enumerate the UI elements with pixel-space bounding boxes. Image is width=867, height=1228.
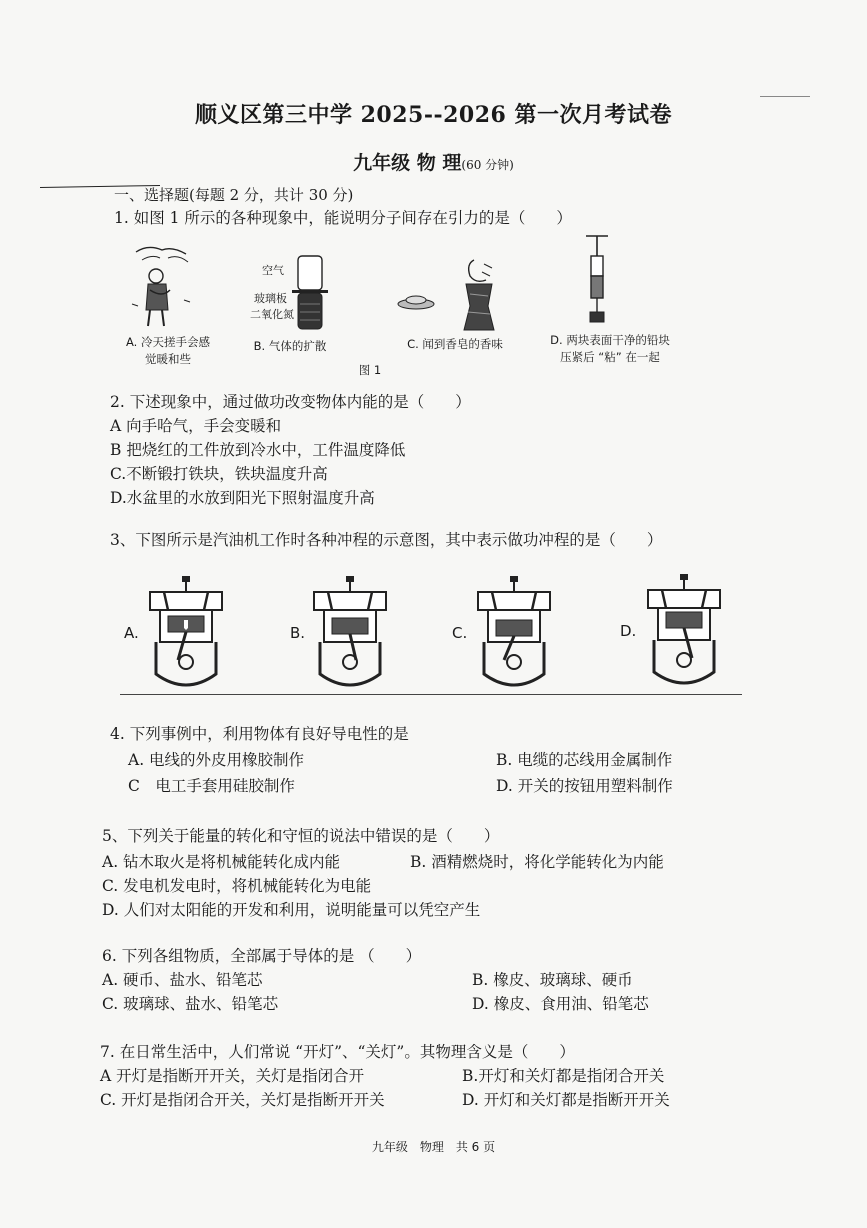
q2-option-a: A 向手哈气，手会变暖和 (110, 417, 282, 435)
page-subtitle (0, 148, 867, 175)
label-air: 空气 (262, 264, 284, 277)
question-3: 3、下图所示是汽油机工作时各种冲程的示意图，其中表示做功冲程的是（ ） (110, 531, 663, 549)
engine-diagram-a (146, 574, 226, 694)
question-7: 7. 在日常生活中，人们常说 “开灯”、“关灯”。其物理含义是（ ） (100, 1043, 575, 1061)
q6-option-c: C. 玻璃球、盐水、铅笔芯 (102, 995, 279, 1013)
subject-label: 九年级 物 理 (353, 152, 462, 174)
q6-option-a: A. 硬币、盐水、铅笔芯 (102, 971, 263, 989)
q7-option-b: B.开灯和关灯都是指闭合开关 (462, 1067, 665, 1085)
q6-option-d: D. 橡皮、食用油、铅笔芯 (472, 995, 649, 1013)
question-2: 2. 下述现象中，通过做功改变物体内能的是（ ） (110, 393, 471, 411)
figure-soap (396, 292, 436, 312)
engine-label-a: A. (124, 624, 139, 642)
figure-lead-blocks (582, 232, 612, 324)
q4-option-c: C 电工手套用硅胶制作 (128, 777, 295, 795)
q5-option-c: C. 发电机发电时，将机械能转化为电能 (102, 877, 372, 895)
caption-b: B. 气体的扩散 (253, 339, 327, 353)
q2-option-b: B 把烧红的工件放到冷水中，工件温度降低 (110, 441, 406, 459)
label-no2: 二氧化氮 (250, 308, 294, 321)
q7-option-a: A 开灯是指断开开关，关灯是指闭合开 (100, 1067, 365, 1085)
section-heading: 一、选择题(每题 2 分，共计 30 分) (114, 186, 354, 204)
label-glass-plate: 玻璃板 (254, 292, 287, 305)
q4-option-d: D. 开关的按钮用塑料制作 (496, 777, 673, 795)
q5-option-a: A. 钻木取火是将机械能转化成内能 (102, 853, 341, 871)
scan-line (760, 96, 810, 97)
engine-diagram-d (644, 572, 724, 692)
caption-c: C. 闻到香皂的香味 (407, 337, 503, 351)
engine-diagram-c (474, 574, 554, 694)
q2-option-d: D.水盆里的水放到阳光下照射温度升高 (110, 489, 375, 507)
engine-diagram-b (310, 574, 390, 694)
q7-option-c: C. 开灯是指闭合开关，关灯是指断开开关 (100, 1091, 385, 1109)
engine-label-d: D. (620, 622, 637, 640)
question-1: 1. 如图 1 所示的各种现象中，能说明分子间存在引力的是（ ） (114, 209, 572, 227)
q4-option-a: A. 电线的外皮用橡胶制作 (128, 751, 305, 769)
engine-label-b: B. (290, 624, 306, 642)
duration-label: (60 分钟) (461, 158, 514, 172)
caption-a: A. 冷天搓手会感 觉暖和些 (126, 335, 210, 366)
figure-gas-diffusion (290, 254, 330, 334)
question-6: 6. 下列各组物质，全部属于导体的是 （ ） (102, 947, 422, 965)
page-title: 顺义区第三中学 2025--2026 第一次月考试卷 (194, 102, 673, 128)
figure-smelling (456, 254, 506, 334)
engine-label-c: C. (452, 624, 468, 642)
figure-hand-rubbing (128, 240, 198, 330)
figure-caption: 图 1 (358, 363, 382, 377)
q5-option-d: D. 人们对太阳能的开发和利用，说明能量可以凭空产生 (102, 901, 481, 919)
q5-option-b: B. 酒精燃烧时，将化学能转化为内能 (410, 853, 664, 871)
page-footer: 九年级 物理 共 6 页 (371, 1140, 496, 1154)
figure-baseline (120, 694, 742, 695)
q2-option-c: C.不断锻打铁块，铁块温度升高 (110, 465, 328, 483)
question-5: 5、下列关于能量的转化和守恒的说法中错误的是（ ） (102, 827, 500, 845)
question-4: 4. 下列事例中，利用物体有良好导电性的是 (110, 725, 409, 743)
q6-option-b: B. 橡皮、玻璃球、硬币 (472, 971, 633, 989)
q4-option-b: B. 电缆的芯线用金属制作 (496, 751, 673, 769)
q7-option-d: D. 开灯和关灯都是指断开开关 (462, 1091, 670, 1109)
caption-d: D. 两块表面干净的铅块 压紧后 “粘” 在一起 (550, 333, 670, 364)
